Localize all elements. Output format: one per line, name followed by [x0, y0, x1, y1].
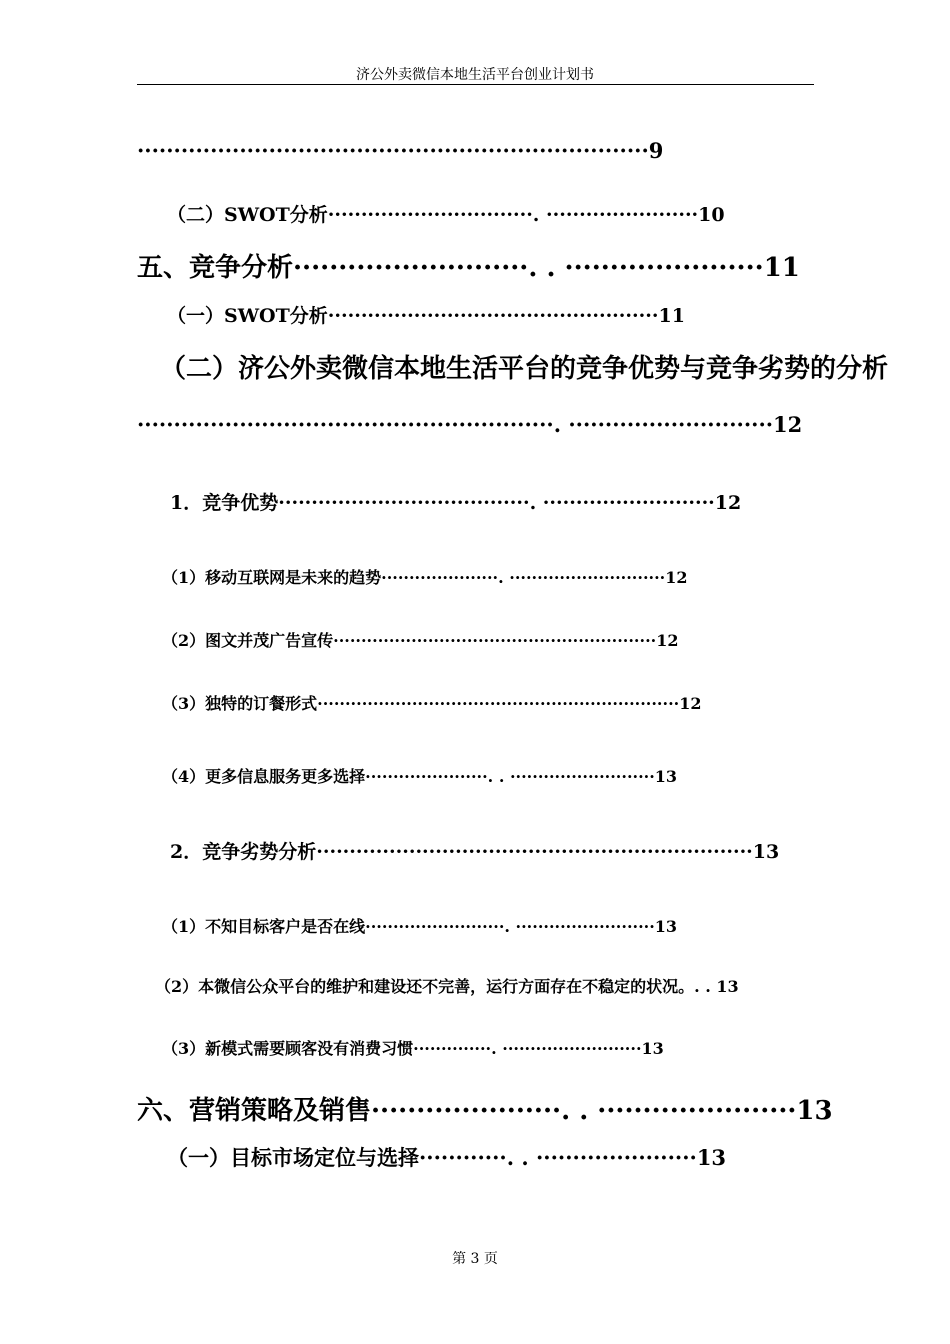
toc-line[interactable]: （二）SWOT分析·······························. ·······················10: [167, 204, 725, 226]
running-header: 济公外卖微信本地生活平台创业计划书: [356, 67, 594, 83]
toc-line[interactable]: （3）新模式需要顾客没有消费习惯··············. ·························13: [162, 1039, 664, 1058]
toc-line[interactable]: （4）更多信息服务更多选择······················. . ··························13: [162, 767, 678, 786]
toc-line[interactable]: 1．竞争优势······································. ··························12: [170, 492, 742, 514]
toc-line[interactable]: 五、竞争分析··························. . ······················11: [137, 253, 800, 283]
toc-line[interactable]: （一）SWOT分析··················································11: [167, 305, 685, 327]
toc-line[interactable]: 六、营销策略及销售·····················. . ······················13: [137, 1096, 833, 1126]
toc-line[interactable]: （2）图文并茂广告宣传··························································12: [162, 631, 679, 650]
header-rule: [137, 84, 814, 85]
page-number: 第 3 页: [452, 1251, 498, 1267]
toc-line[interactable]: 2．竞争劣势分析··································································13: [170, 841, 780, 863]
toc-line[interactable]: （1）不知目标客户是否在线·························. ·························13: [162, 917, 678, 936]
toc-line[interactable]: ·························································. ····························12: [137, 412, 803, 437]
toc-line[interactable]: （1）移动互联网是未来的趋势·····················. ····························12: [162, 568, 688, 587]
toc-line[interactable]: （3）独特的订餐形式·································································12: [162, 694, 702, 713]
toc-line[interactable]: （二）济公外卖微信本地生活平台的竞争优势与竞争劣势的分析: [160, 354, 889, 384]
toc-line[interactable]: ······································································9: [137, 138, 664, 163]
toc-line[interactable]: （2）本微信公众平台的维护和建设还不完善，运行方面存在不稳定的状况。. . 13: [155, 977, 739, 996]
toc-line[interactable]: （一）目标市场定位与选择············. . ······················13: [167, 1145, 727, 1170]
